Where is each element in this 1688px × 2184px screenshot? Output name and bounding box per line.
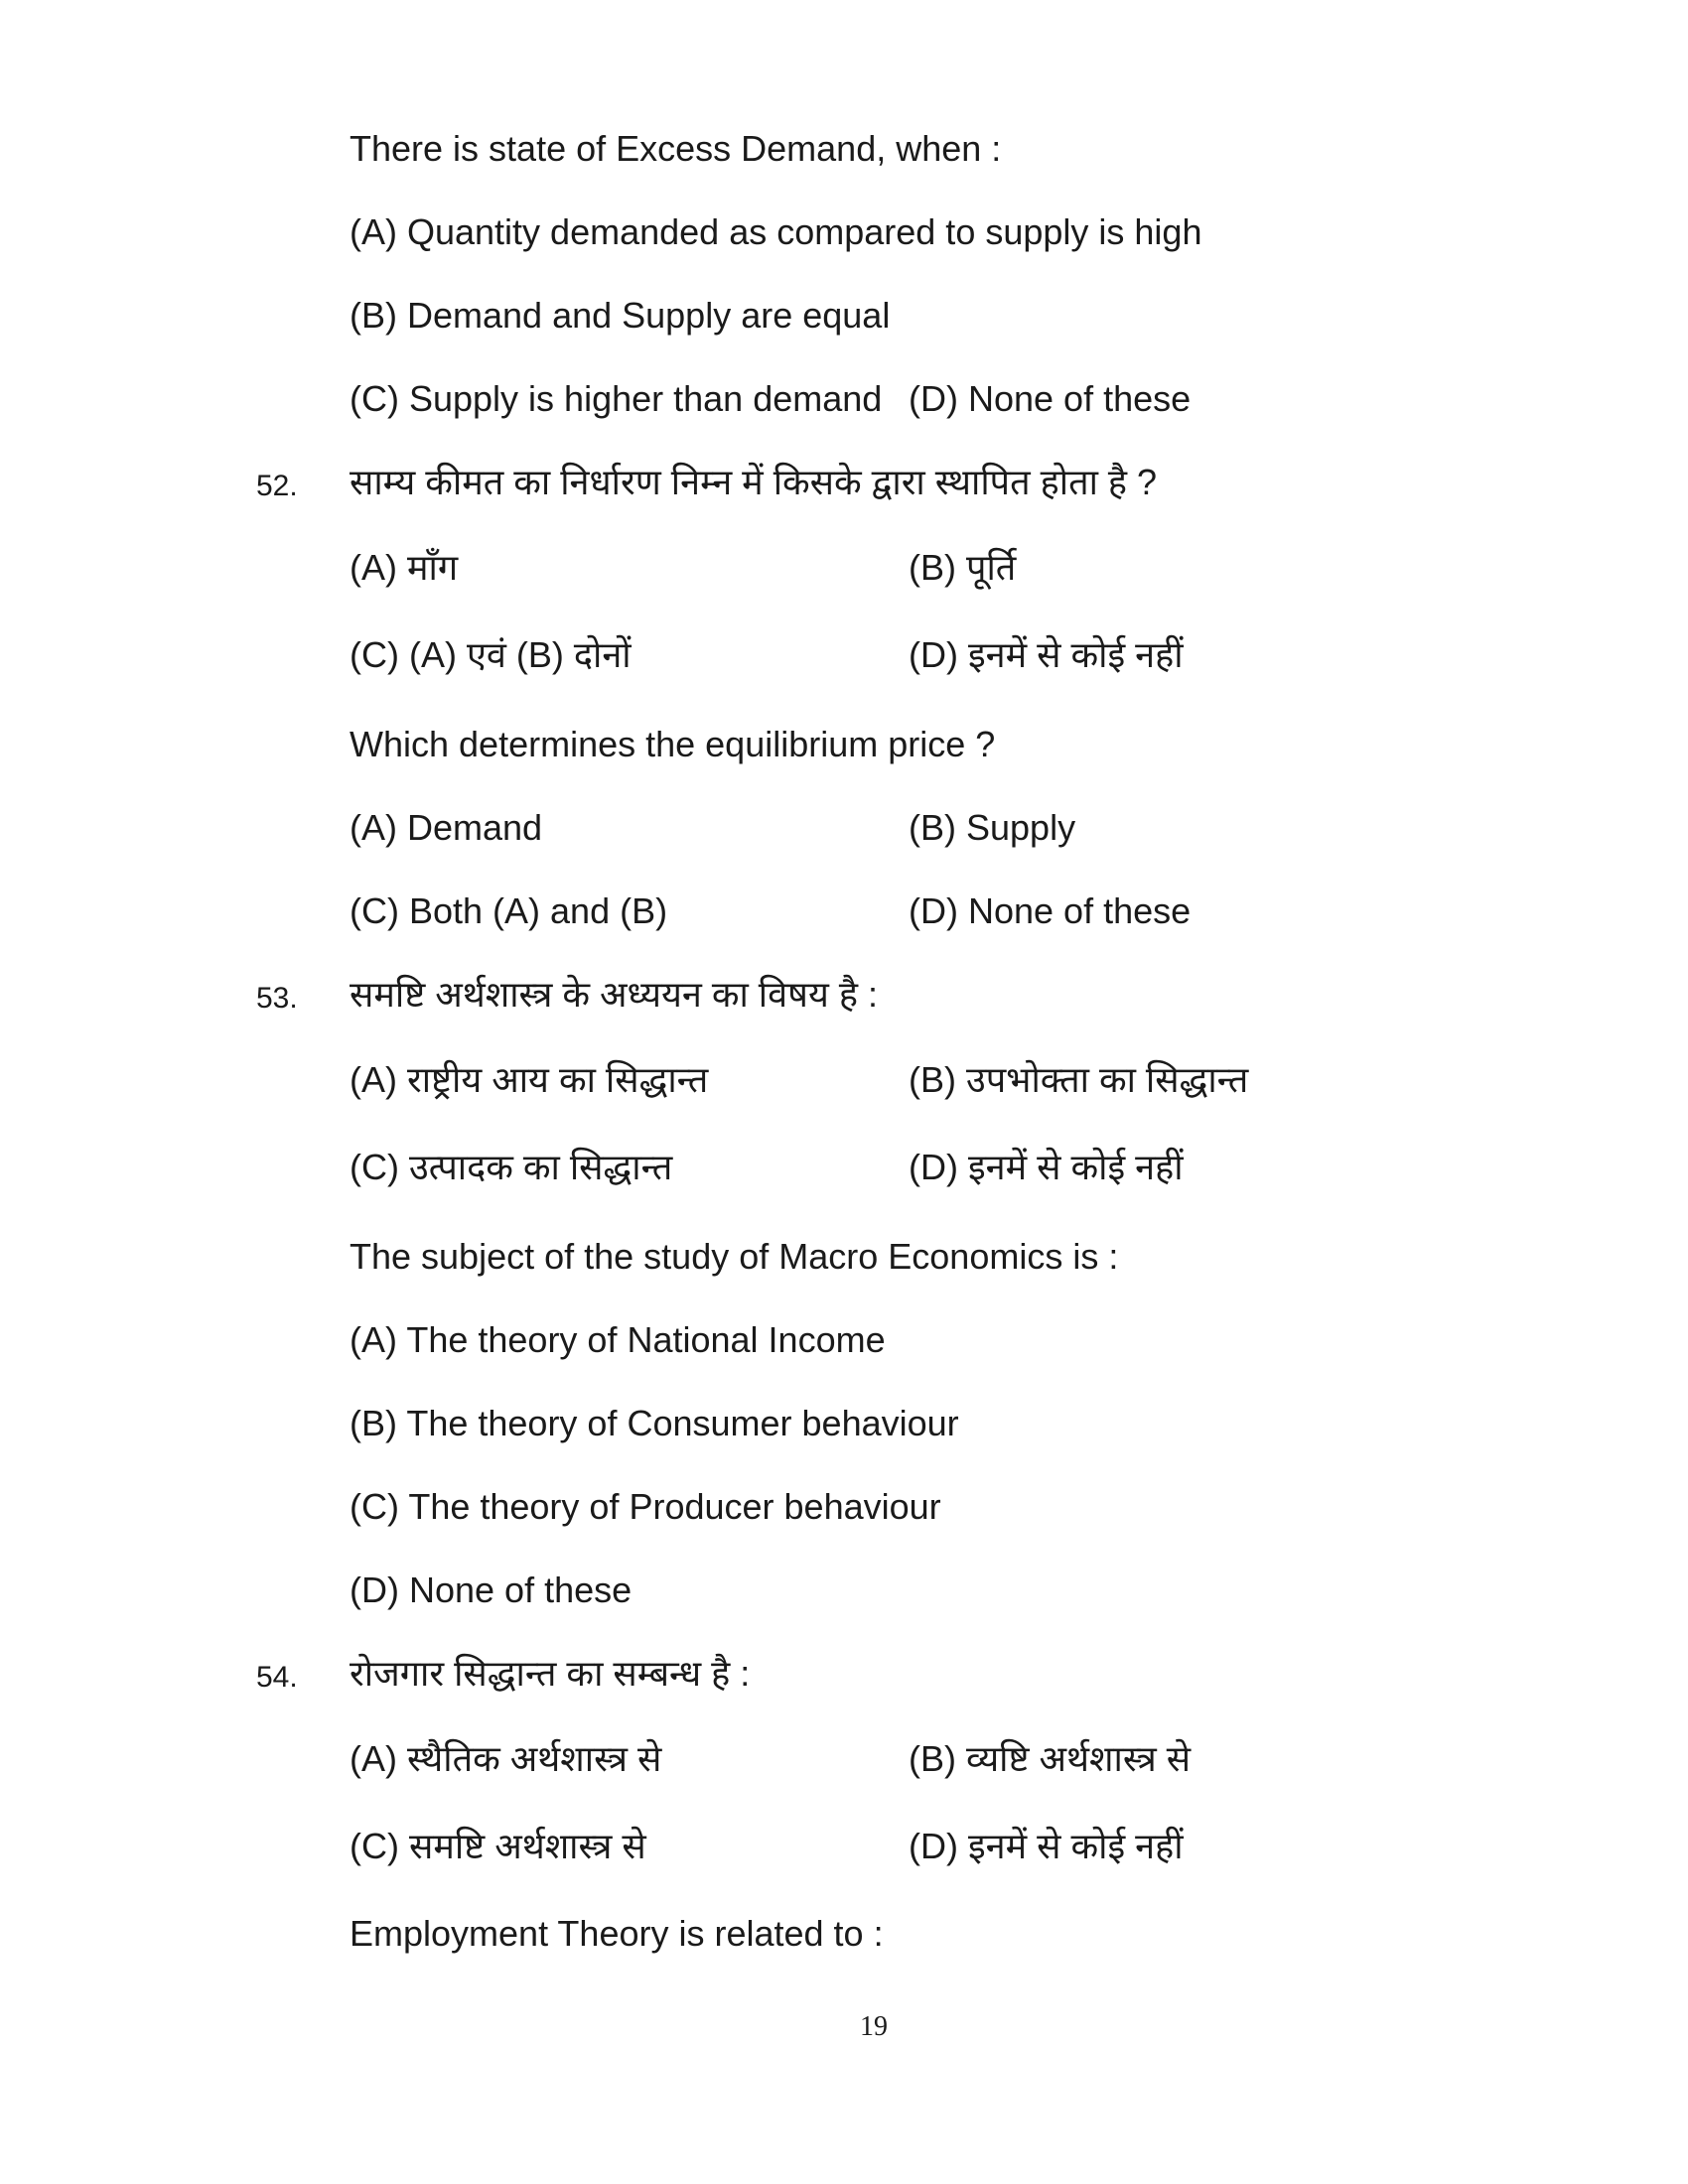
q52-option-c-hi: (C) (A) एवं (B) दोनों [350, 634, 632, 675]
q54-option-d-hi: (D) इनमें से कोई नहीं [909, 1826, 1184, 1866]
q54-question-hi: रोजगार सिद्धान्त का सम्बन्ध है : [350, 1653, 751, 1694]
q53-option-c-hi: (C) उत्पादक का सिद्धान्त [350, 1147, 673, 1187]
q53-option-d-en: (D) None of these [350, 1570, 633, 1610]
q54-question-en: Employment Theory is related to : [350, 1913, 884, 1954]
q52-option-d-hi: (D) इनमें से कोई नहीं [909, 634, 1184, 675]
q51-question-en: There is state of Excess Demand, when : [350, 128, 1002, 169]
q53-question-hi: समष्टि अर्थशास्त्र के अध्ययन का विषय है : [350, 974, 878, 1015]
q54-number: 54. [256, 1661, 298, 1694]
q52-option-a-hi: (A) माँग [350, 547, 459, 588]
q52-option-c-en: (C) Both (A) and (B) [350, 890, 668, 931]
q53-option-a-hi: (A) राष्ट्रीय आय का सिद्धान्त [350, 1059, 709, 1100]
q52-question-en: Which determines the equilibrium price ? [350, 724, 996, 764]
q52-number: 52. [256, 470, 298, 502]
q51-option-b-en: (B) Demand and Supply are equal [350, 295, 891, 336]
q52-option-b-hi: (B) पूर्ति [909, 547, 1017, 588]
q51-option-c-en: (C) Supply is higher than demand [350, 378, 883, 419]
q52-option-a-en: (A) Demand [350, 807, 543, 848]
q53-question-en: The subject of the study of Macro Economics is : [350, 1236, 1119, 1277]
q54-option-b-hi: (B) व्यष्टि अर्थशास्त्र से [909, 1738, 1192, 1779]
q52-option-b-en: (B) Supply [909, 807, 1076, 848]
q52-option-d-en: (D) None of these [909, 890, 1192, 931]
q51-option-a-en: (A) Quantity demanded as compared to supply is high [350, 211, 1202, 252]
page-number: 19 [860, 2011, 888, 2042]
q53-number: 53. [256, 982, 298, 1015]
q51-option-d-en: (D) None of these [909, 378, 1192, 419]
q53-option-c-en: (C) The theory of Producer behaviour [350, 1486, 941, 1527]
q53-option-b-hi: (B) उपभोक्ता का सिद्धान्त [909, 1059, 1249, 1100]
q53-option-b-en: (B) The theory of Consumer behaviour [350, 1403, 959, 1443]
q54-option-a-hi: (A) स्थैतिक अर्थशास्त्र से [350, 1738, 662, 1779]
q53-option-a-en: (A) The theory of National Income [350, 1319, 886, 1360]
q54-option-c-hi: (C) समष्टि अर्थशास्त्र से [350, 1826, 646, 1866]
q52-question-hi: साम्य कीमत का निर्धारण निम्न में किसके द्वारा स्थापित होता है ? [350, 462, 1158, 502]
q53-option-d-hi: (D) इनमें से कोई नहीं [909, 1147, 1184, 1187]
